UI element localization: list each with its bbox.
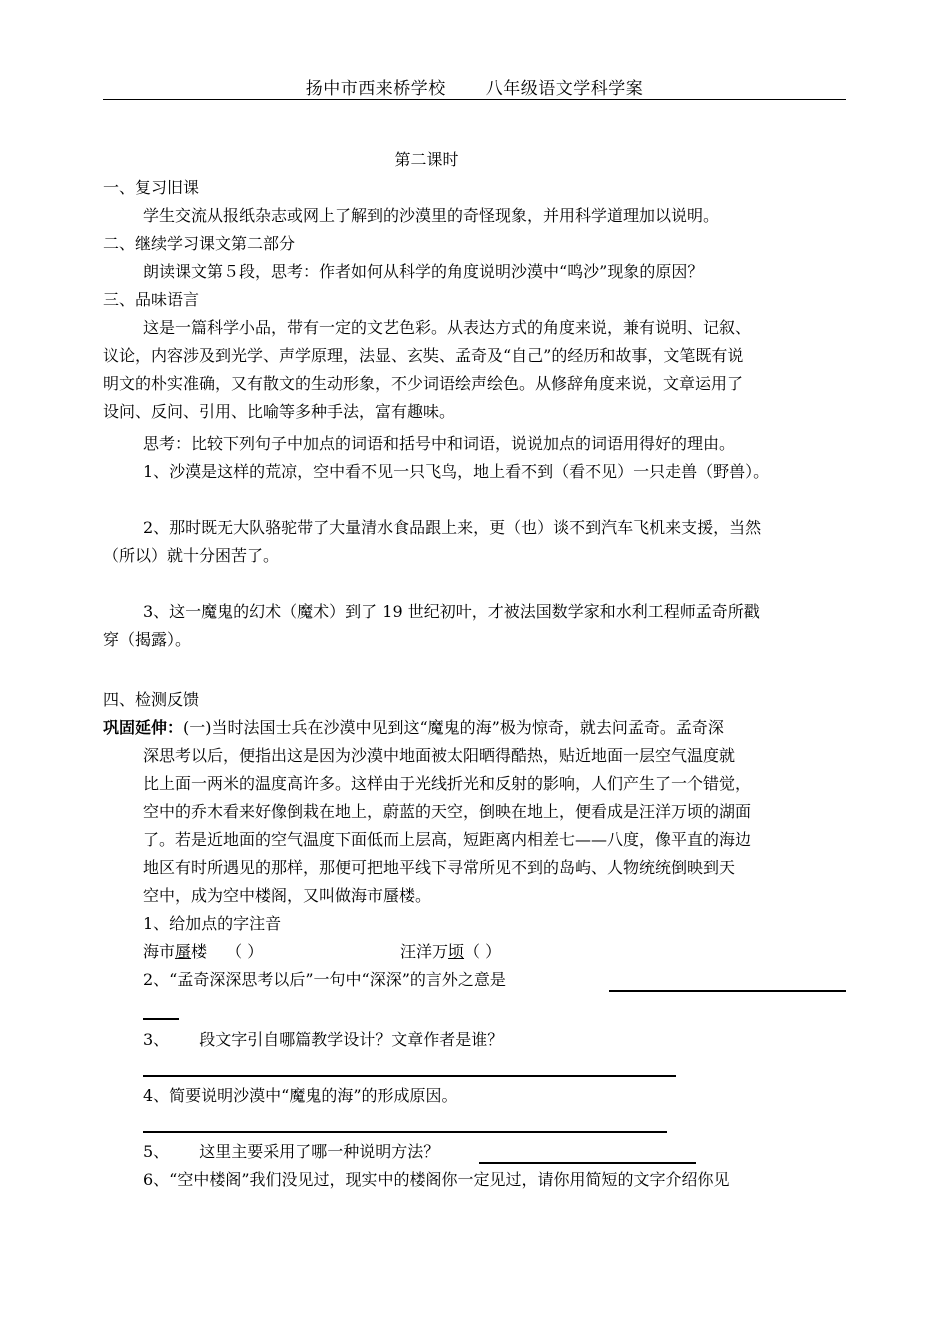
section-3-para-line: 明文的朴实准确，又有散文的生动形象，不少词语绘声绘色。从修辞角度来说，文章运用了 (103, 374, 744, 393)
question-a3-num: 3、 (143, 1030, 170, 1049)
question-a2-text: 2、“孟奇深深思考以后”一句中“深深”的言外之意是 (143, 970, 506, 989)
section-1-text: 学生交流从报纸杂志或网上了解到的沙漠里的奇怪现象，并用科学道理加以说明。 (143, 206, 720, 225)
section-2-text: 朗读课文第５段，思考：作者如何从科学的角度说明沙漠中“鸣沙”现象的原因？ (143, 262, 704, 281)
question-a1-item-2 (400, 941, 501, 963)
question-a5 (143, 1141, 439, 1163)
question-a5-text: 这里主要采用了哪一种说明方法？ (199, 1142, 440, 1161)
section-3-para-line: 这是一篇科学小品，带有一定的文艺色彩。从表达方式的角度来说，兼有说明、记叙、 (143, 318, 752, 337)
item-1-char: 蜃 (175, 942, 192, 961)
question-a1: 1、给加点的字注音 (143, 914, 282, 933)
passage-line: 地区有时所遇见的那样，那便可把地平线下寻常所见不到的岛屿、人物统统倒映到天 (143, 858, 736, 877)
header-course: 八年级语文学科学案 (485, 79, 644, 99)
section-1-heading: 一、复习旧课 (103, 178, 200, 197)
question-a4: 4、简要说明沙漠中“魔鬼的海”的形成原因。 (143, 1086, 458, 1105)
question-a1-item-1 (143, 941, 263, 963)
consolidation-label: 巩固延伸： (103, 718, 184, 737)
section-3-para-line: 议论，内容涉及到光学、声学原理，法显、玄奘、孟奇及“自己”的经历和故事，文笔既有说 (103, 346, 744, 365)
passage-line: 空中的乔木看来好像倒栽在地上，蔚蓝的天空，倒映在地上，便看成是汪洋万顷的湖面 (143, 802, 752, 821)
item-2-char: 顷 (448, 942, 465, 961)
question-a5-answer-line[interactable] (479, 1162, 696, 1164)
section-3-para-line: 设问、反问、引用、比喻等多种手法，富有趣味。 (103, 402, 456, 421)
header-school: 扬中市西来桥学校 (305, 79, 446, 99)
passage-line: 空中，成为空中楼阁，又叫做海市蜃楼。 (143, 886, 432, 905)
section-3-think: 思考：比较下列句子中加点的词语和括号中和词语，说说加点的词语用得好的理由。 (143, 434, 736, 453)
question-a3 (143, 1029, 503, 1051)
lesson-title: 第二课时 (394, 150, 459, 169)
question-a2-answer-line-cont[interactable] (143, 1018, 179, 1020)
section-3-heading: 三、品味语言 (103, 290, 200, 309)
section-3-question-3-line2: 穿（揭露）。 (103, 630, 192, 649)
question-a5-num: 5、 (143, 1142, 170, 1161)
question-a2-answer-line[interactable] (609, 990, 846, 992)
passage-line: 深思考以后，便指出这是因为沙漠中地面被太阳晒得酷热，贴近地面一层空气温度就 (143, 746, 736, 765)
item-2-answer-blank[interactable]: （ ） (464, 942, 502, 961)
section-4-heading: 四、检测反馈 (103, 690, 200, 709)
item-1-answer-blank[interactable]: （ ） (226, 942, 264, 961)
question-a2 (143, 969, 506, 991)
passage-line: 了。若是近地面的空气温度下面低而上层高，短距离内相差七——八度，像平直的海边 (143, 830, 752, 849)
question-a6: 6、“空中楼阁”我们没见过，现实中的楼阁你一定见过，请你用简短的文字介绍你见 (143, 1170, 730, 1189)
header-rule (103, 99, 846, 100)
passage-first-line: (一)当时法国士兵在沙漠中见到这“魔鬼的海”极为惊奇，就去问孟奇。孟奇深 (183, 718, 724, 737)
question-a3-text: 段文字引自哪篇教学设计？文章作者是谁？ (199, 1030, 504, 1049)
question-a3-answer-line[interactable] (143, 1075, 676, 1077)
item-1-pre: 海市 (143, 942, 176, 961)
section-3-question-2-line1: 2、那时既无大队骆驼带了大量清水食品跟上来，更（也）谈不到汽车飞机来支援，当然 (143, 518, 762, 537)
passage-line: 比上面一两米的温度高许多。这样由于光线折光和反射的影响，人们产生了一个错觉， (143, 774, 752, 793)
consolidation-first-line (103, 717, 724, 739)
page-header (103, 74, 846, 99)
section-2-heading: 二、继续学习课文第二部分 (103, 234, 296, 253)
section-3-question-3-line1: 3、这一魔鬼的幻术（魔术）到了 19 世纪初叶，才被法国数学家和水利工程师孟奇所戳 (143, 602, 760, 621)
section-3-question-2-line2: （所以）就十分困苦了。 (103, 546, 280, 565)
section-3-question-1: 1、沙漠是这样的荒凉，空中看不见一只飞鸟，地上看不到（看不见）一只走兽（野兽）。 (143, 462, 770, 481)
item-2-pre: 汪洋万 (400, 942, 449, 961)
item-1-post: 楼 (191, 942, 208, 961)
question-a4-answer-line[interactable] (143, 1131, 667, 1133)
